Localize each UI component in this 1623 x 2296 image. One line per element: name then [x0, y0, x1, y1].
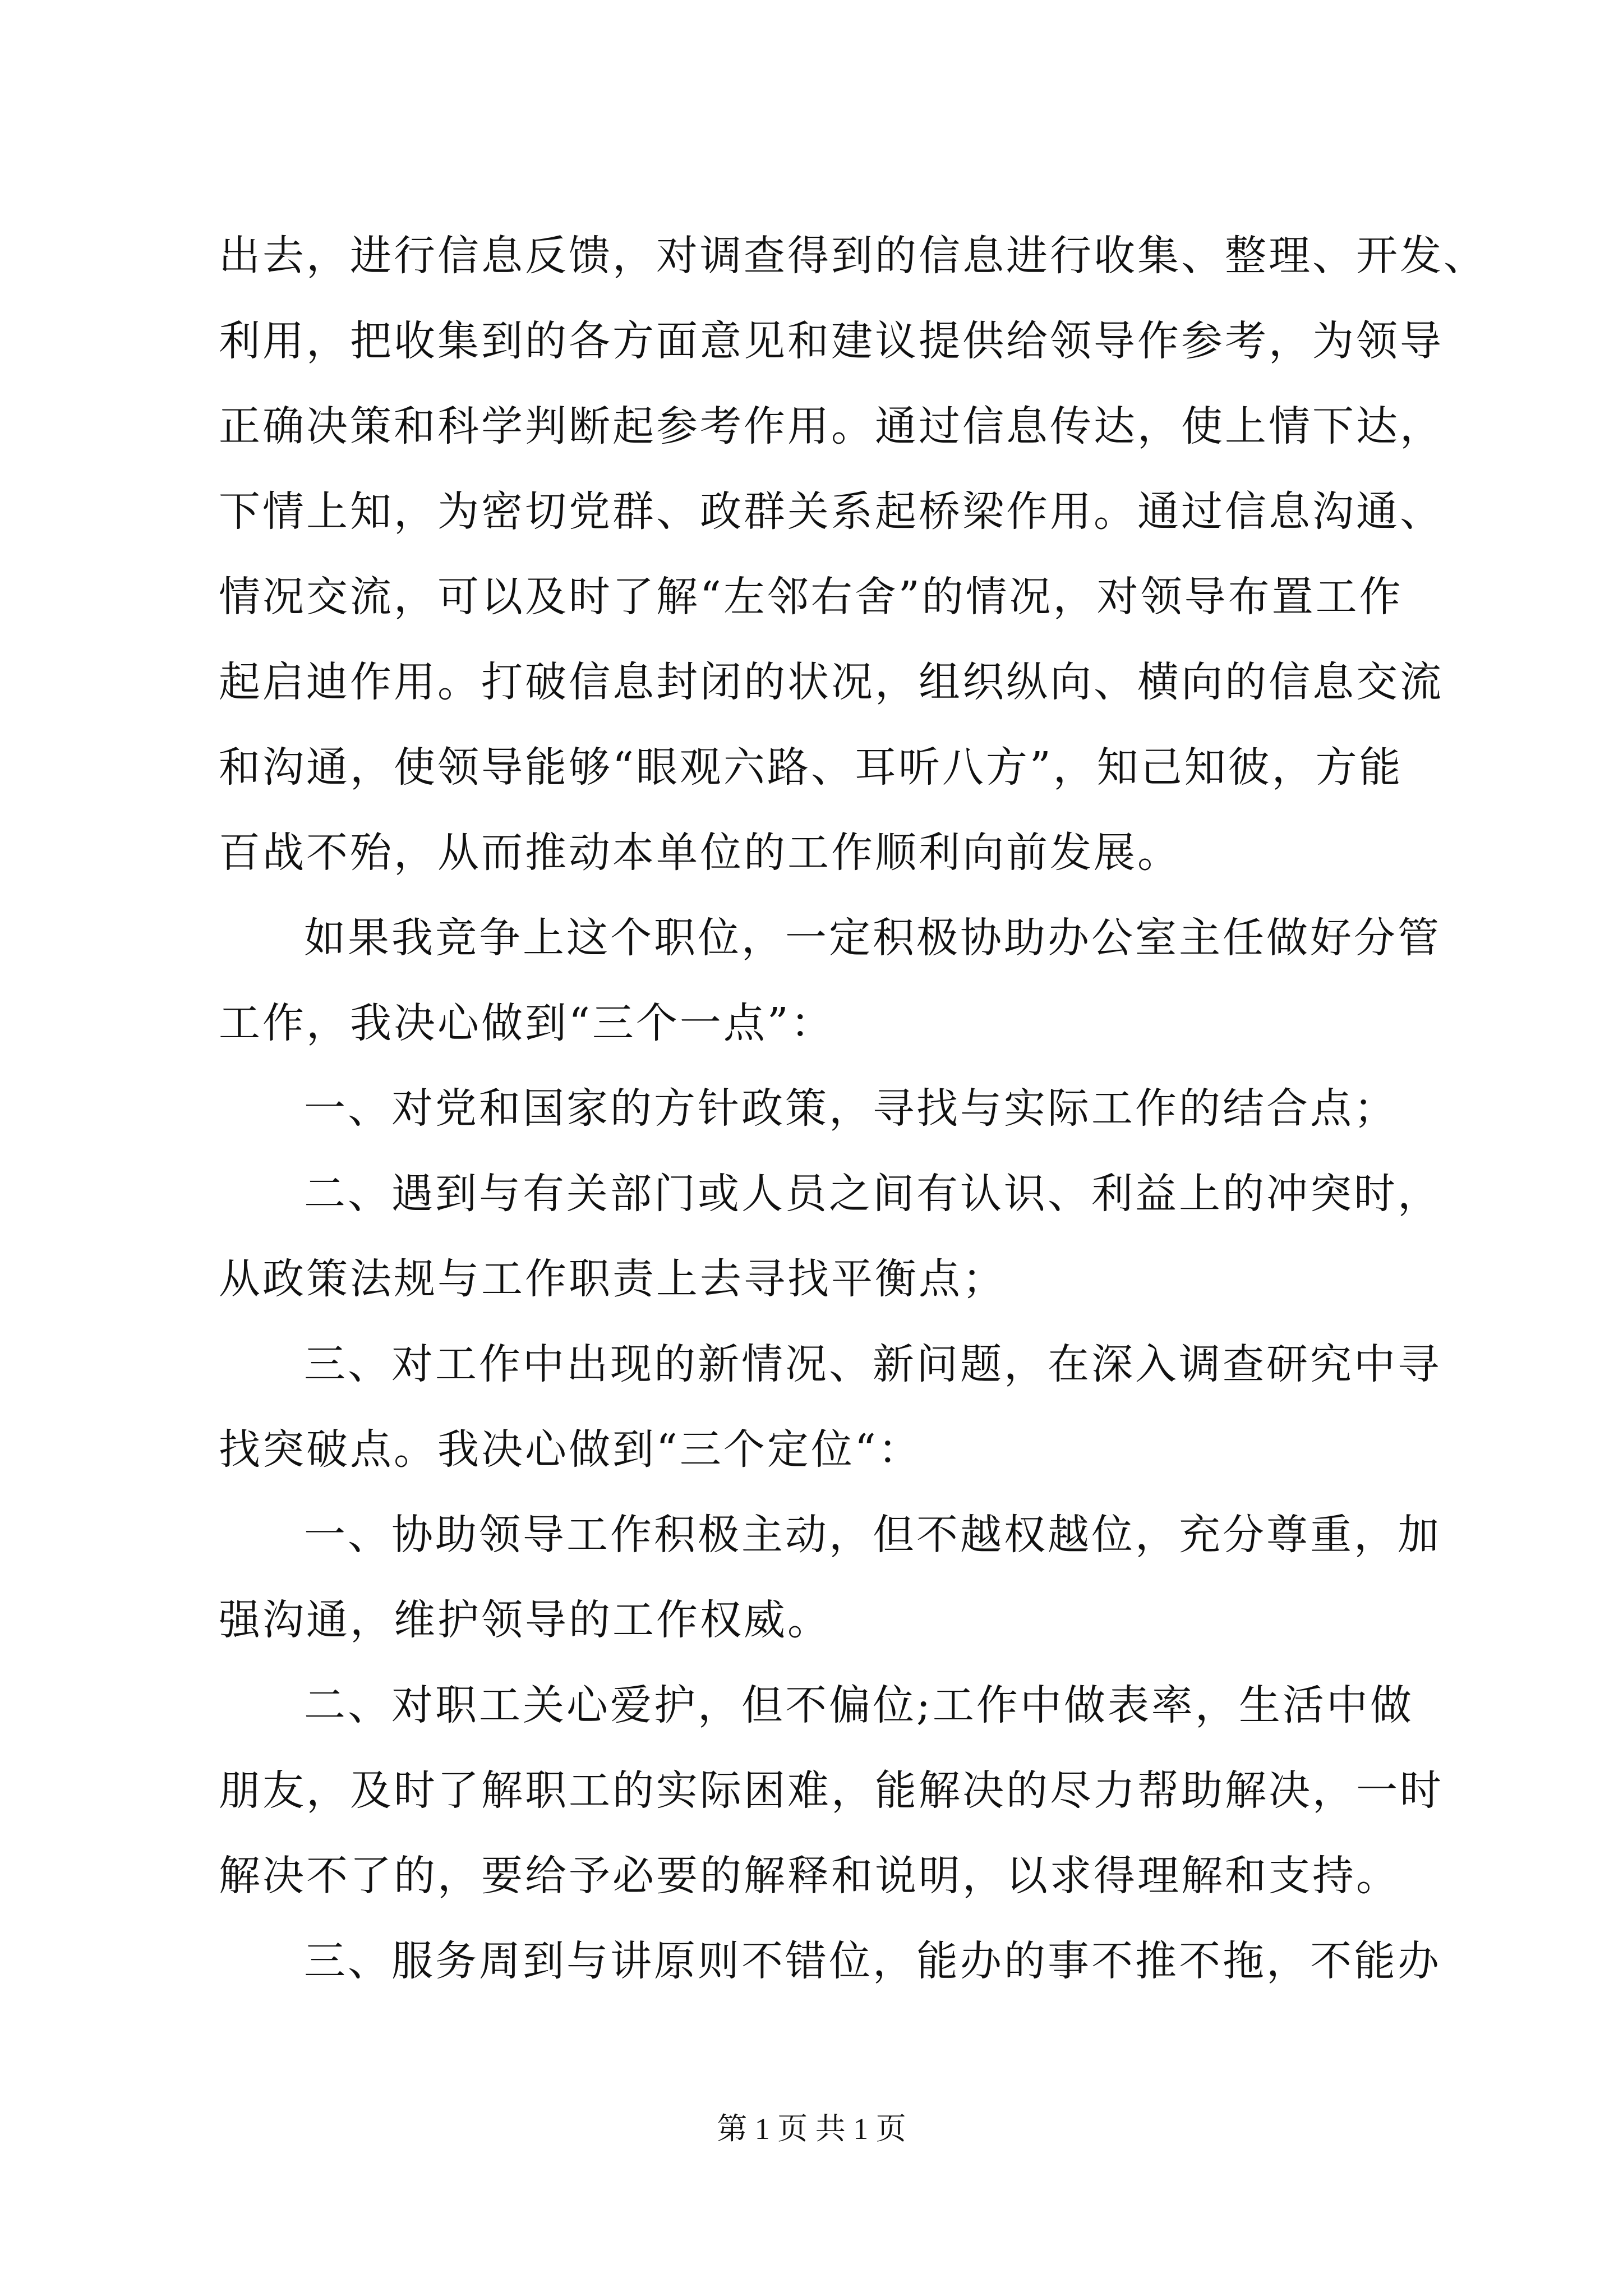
text-line-19: 朋友，及时了解职工的实际困难，能解决的尽力帮助解决，一时 [219, 1766, 1444, 1815]
text-line-7: 和沟通，使领导能够“眼观六路、耳听八方”，知己知彼，方能 [219, 743, 1403, 792]
text-line-21: 三、服务周到与讲原则不错位，能办的事不推不拖，不能办 [304, 1937, 1441, 1985]
text-line-18: 二、对职工关心爱护，但不偏位;工作中做表率，生活中做 [304, 1681, 1414, 1729]
text-line-8: 百战不殆，从而推动本单位的工作顺利向前发展。 [219, 829, 1181, 877]
text-line-17: 强沟通，维护领导的工作权威。 [219, 1596, 831, 1644]
text-line-5: 情况交流，可以及时了解“左邻右舍”的情况，对领导布置工作 [219, 573, 1403, 621]
text-line-14: 三、对工作中出现的新情况、新问题，在深入调查研究中寻 [304, 1340, 1441, 1388]
text-line-13: 从政策法规与工作职责上去寻找平衡点； [219, 1255, 1006, 1303]
text-line-16: 一、协助领导工作积极主动，但不越权越位，充分尊重，加 [304, 1511, 1441, 1559]
text-line-15: 找突破点。我决心做到“三个定位“： [219, 1425, 922, 1474]
text-line-2: 利用，把收集到的各方面意见和建议提供给领导作参考，为领导 [219, 317, 1444, 365]
text-line-9: 如果我竞争上这个职位，一定积极协助办公室主任做好分管 [304, 914, 1441, 962]
document-body [219, 213, 1487, 2004]
text-line-12: 二、遇到与有关部门或人员之间有认识、利益上的冲突时， [304, 1170, 1441, 1218]
text-line-11: 一、对党和国家的方针政策，寻找与实际工作的结合点； [304, 1084, 1398, 1133]
text-line-20: 解决不了的，要给予必要的解释和说明，以求得理解和支持。 [219, 1852, 1400, 1900]
text-line-3: 正确决策和科学判断起参考作用。通过信息传达，使上情下达， [219, 402, 1444, 450]
text-line-6: 起启迪作用。打破信息封闭的状况，组织纵向、横向的信息交流 [219, 658, 1444, 706]
text-line-1: 出去，进行信息反馈，对调查得到的信息进行收集、整理、开发、 [219, 232, 1487, 280]
page-number-footer: 第 1 页 共 1 页 [717, 2112, 906, 2146]
text-line-10: 工作，我决心做到“三个一点”： [219, 999, 834, 1047]
text-line-4: 下情上知，为密切党群、政群关系起桥梁作用。通过信息沟通、 [219, 487, 1444, 536]
